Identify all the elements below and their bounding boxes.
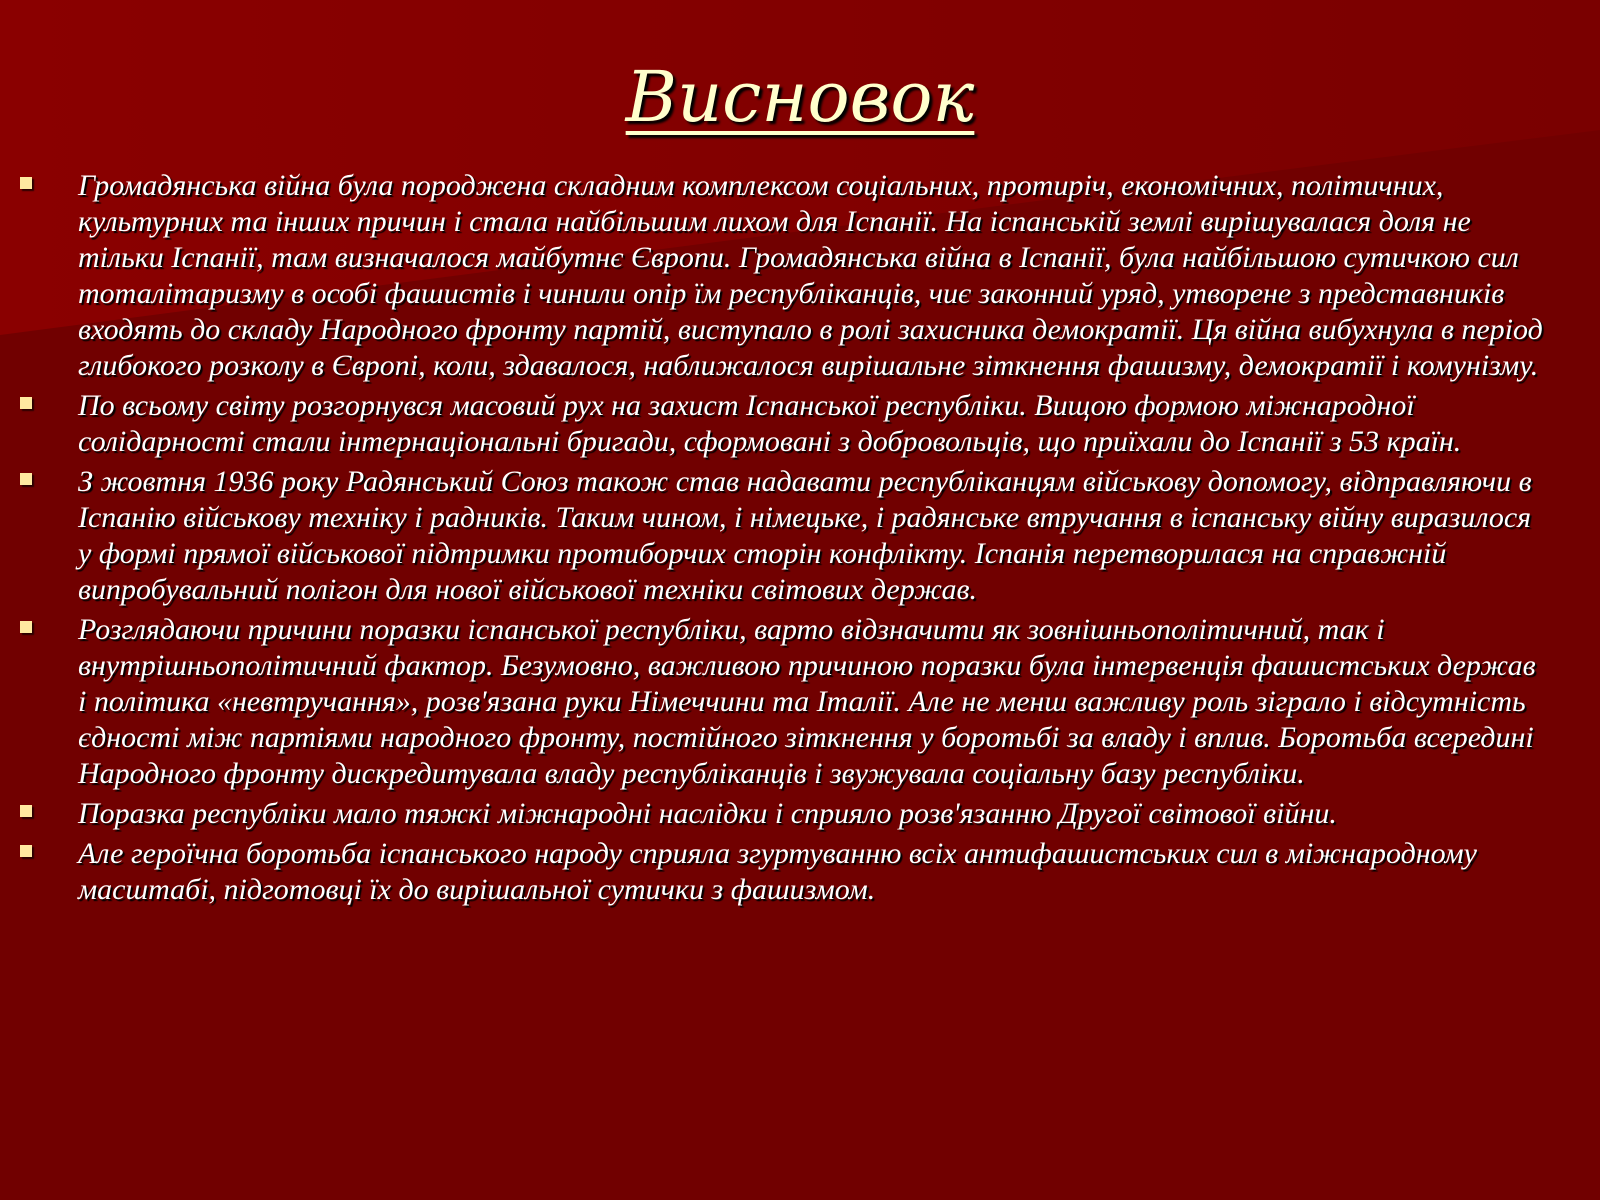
square-bullet-icon [20,621,32,633]
slide-title [0,52,1600,142]
bullet-text: Розглядаючи причини поразки іспанської республіки, варто відзначити як зовнішньополітичний, так і внутрішньополітичний фактор. Безумовно, важливою причиною поразки була інтервенція фашистських держав і політика «невтручання», розв'язана руки Німеччини та Італії. Але не менш важливу роль зіграло і відсутність єдності між партіями народного фронту, постійного зіткнення у боротьбі за владу і вплив. Боротьба всередині Народного фронту дискредитувала владу республіканців і звужувала соціальну базу республіки. [78,613,1536,790]
bullet-text: По всьому світу розгорнувся масовий рух на захист Іспанської республіки. Вищою формою міжнародної солідарності стали інтернаціональні бригади, сформовані з добровольців, що приїхали до Іспанії з 53 країн. [78,389,1462,458]
bullet-item [0,168,1600,384]
square-bullet-icon [20,397,32,409]
bullet-item [0,836,1600,908]
bullet-text: Громадянська війна була породжена складним комплексом соціальних, протиріч, економічних, політичних, культурних та інших причин і стала найбільшим лихом для Іспанії. На іспанській землі вирішувалася доля не тільки Іспанії, там визначалося майбутнє Європи. Громадянська війна в Іспанії, була найбільшою сутичкою сил тоталітаризму в особі фашистів і чинили опір їм республіканців, чиє законний уряд, утворене з представників входять до складу Народного фронту партій, виступало в ролі захисника демократії. Ця війна вибухнула в період глибокого розколу в Європі, коли, здавалося, наближалося вирішальне зіткнення фашизму, демократії і комунізму. [78,169,1543,382]
bullet-item [0,388,1600,460]
square-bullet-icon [20,473,32,485]
square-bullet-icon [20,805,32,817]
square-bullet-icon [20,177,32,189]
bullet-item [0,464,1600,608]
bullet-item [0,796,1600,832]
square-bullet-icon [20,845,32,857]
bullet-item [0,612,1600,792]
bullet-list [0,168,1600,912]
slide-title-text: Висновок [625,56,975,138]
bullet-text: З жовтня 1936 року Радянський Союз також став надавати республіканцям військову допомогу, відправляючи в Іспанію військову техніку і радників. Таким чином, і німецьке, і радянське втручання в іспанську війну виразилося у формі прямої військової підтримки протиборчих сторін конфлікту. Іспанія перетворилася на справжній випробувальний полігон для нової військової техніки світових держав. [78,465,1532,606]
bullet-text: Але героїчна боротьба іспанського народу сприяла згуртуванню всіх антифашистських сил в міжнародному масштабі, підготовці їх до вирішальної сутички з фашизмом. [78,837,1477,906]
bullet-text: Поразка республіки мало тяжкі міжнародні наслідки і сприяло розв'язанню Другої світової війни. [78,797,1337,830]
